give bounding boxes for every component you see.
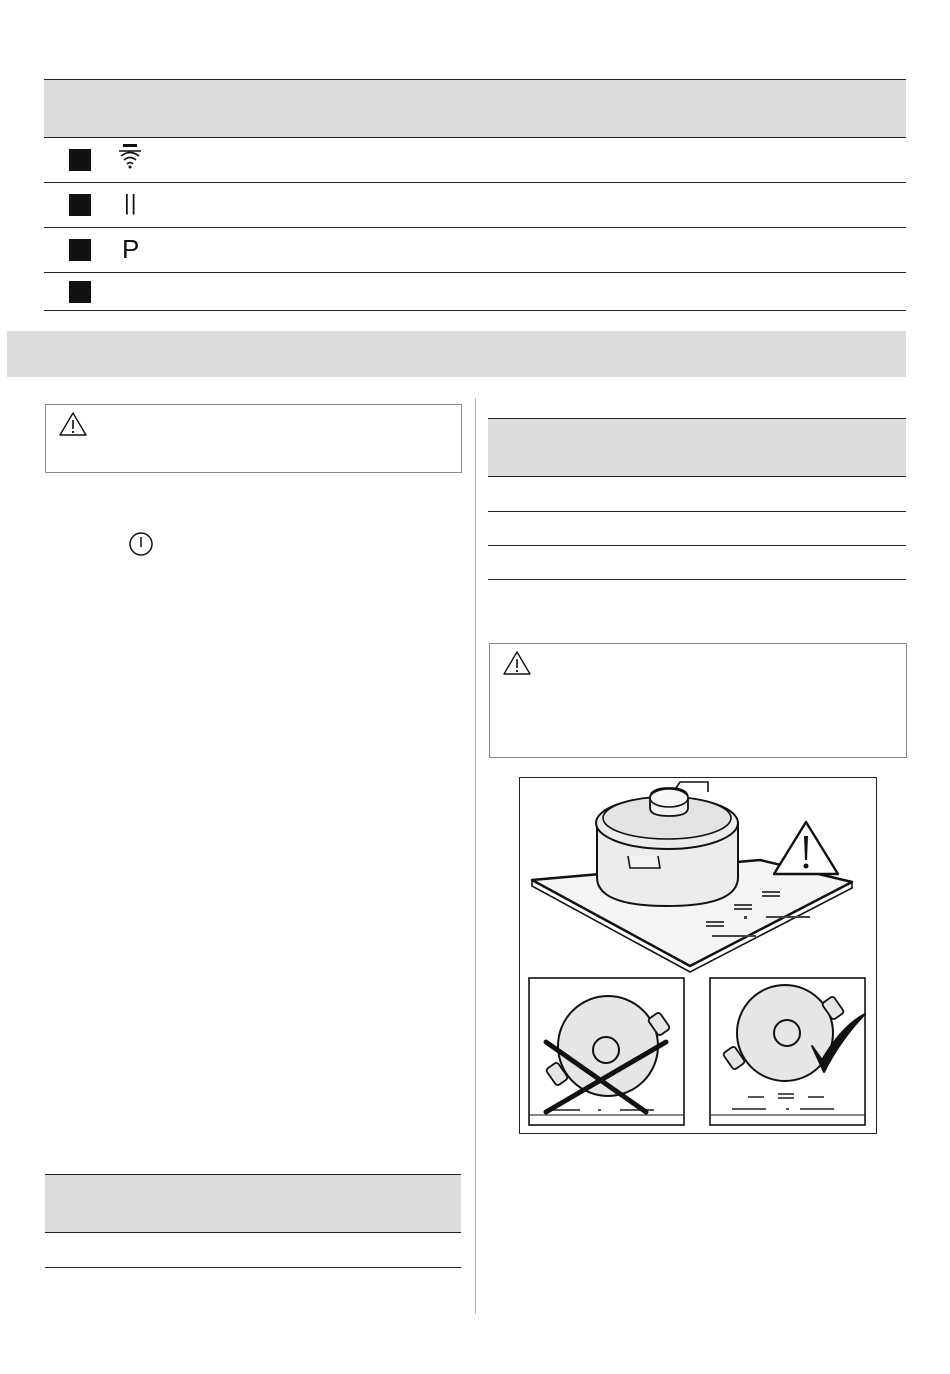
pot: [596, 782, 738, 906]
table-header-rule: [45, 1232, 461, 1233]
cookware-illustration-drawing: [520, 778, 876, 1133]
warning-triangle-icon: [774, 822, 838, 874]
pause-icon: ||: [124, 190, 138, 215]
table-row-rule: [44, 272, 906, 273]
wrong-placement-panel: [529, 978, 684, 1125]
warning-triangle-icon: [502, 650, 532, 676]
cookware-illustration: [519, 777, 877, 1134]
left-warning-box: [45, 404, 462, 473]
table-header: [488, 419, 906, 476]
column-separator: [475, 398, 476, 1314]
table-row-rule: [488, 545, 906, 546]
right-placement-panel: [710, 978, 865, 1125]
warning-triangle-icon: [58, 411, 88, 437]
table-bottom-rule: [44, 310, 906, 311]
table-bottom-rule: [45, 1267, 461, 1268]
row-marker: [69, 194, 91, 216]
table-header-rule: [44, 137, 906, 138]
table-header: [45, 1175, 461, 1232]
wifi-bars-icon: [118, 143, 142, 169]
right-warning-box: [489, 643, 907, 758]
table-bottom-rule: [488, 579, 906, 580]
table-row-rule: [44, 227, 906, 228]
table-header-rule: [488, 476, 906, 477]
table-row-rule: [488, 511, 906, 512]
row-marker: [69, 239, 91, 261]
row-marker: [69, 149, 91, 171]
row-marker: [69, 281, 91, 303]
table-row-rule: [44, 182, 906, 183]
power-icon: [128, 531, 154, 557]
table-header: [44, 80, 906, 137]
section-banner: [7, 331, 906, 377]
p-letter-icon: P: [122, 234, 140, 264]
